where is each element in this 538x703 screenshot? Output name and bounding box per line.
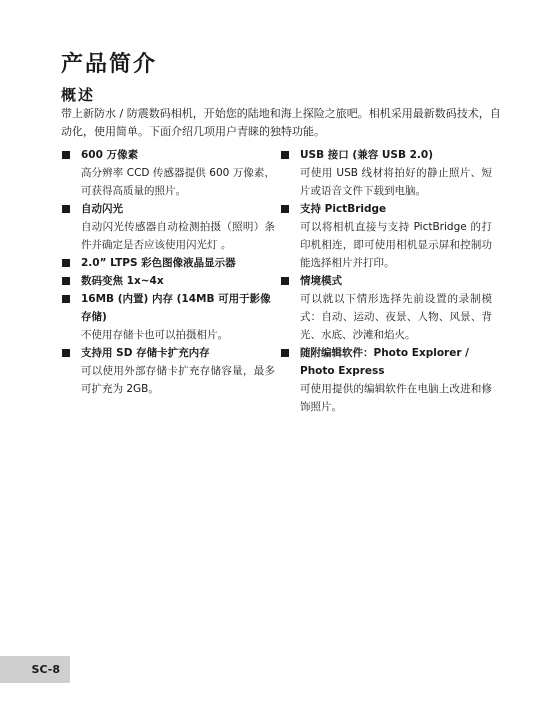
page-number-tab: [0, 656, 70, 683]
feature-description: 可以就以下情形选择先前设置的录制模式：自动、运动、夜景、人物、风景、背光、水底、沙滩和焰火。: [300, 293, 492, 341]
feature-title: 16MB (内置) 内存 (14MB 可用于影像存储): [81, 293, 271, 323]
section-heading: 概述: [61, 86, 96, 104]
feature-title: 自动闪光: [81, 203, 123, 215]
square-bullet-icon: [62, 151, 70, 159]
feature-title: 600 万像素: [81, 149, 139, 161]
feature-description: 可使用 USB 线材将拍好的静止照片、短片或语音文件下载到电脑。: [300, 167, 492, 197]
feature-title: 2.0” LTPS 彩色图像液晶显示器: [81, 257, 236, 269]
feature-title: USB 接口 (兼容 USB 2.0): [300, 149, 434, 161]
feature-item: [280, 146, 492, 200]
square-bullet-icon: [62, 277, 70, 285]
feature-item: [61, 254, 275, 272]
square-bullet-icon: [281, 277, 289, 285]
intro-paragraph: 带上新防水 / 防震数码相机，开始您的陆地和海上探险之旅吧。相机采用最新数码技术，自动化，使用简单。下面介绍几项用户青睐的独特功能。: [61, 107, 501, 138]
right-feature-column: [280, 146, 492, 416]
square-bullet-icon: [281, 151, 289, 159]
feature-description: 不使用存储卡也可以拍摄相片。: [81, 329, 228, 341]
square-bullet-icon: [62, 295, 70, 303]
feature-description: 高分辨率 CCD 传感器提供 600 万像素，可获得高质量的照片。: [81, 167, 275, 197]
left-feature-column: [61, 146, 275, 398]
feature-item: [280, 200, 492, 272]
feature-title: 支持用 SD 存储卡扩充内存: [81, 347, 210, 359]
feature-item: [61, 272, 275, 290]
feature-description: 自动闪光传感器自动检测拍摄（照明）条件并确定是否应该使用闪光灯 。: [81, 221, 275, 251]
feature-description: 可使用提供的编辑软件在电脑上改进和修饰照片。: [300, 383, 492, 413]
feature-item: [280, 272, 492, 344]
feature-title: 随附编辑软件：Photo Explorer / Photo Express: [300, 347, 470, 377]
square-bullet-icon: [281, 205, 289, 213]
feature-title: 支持 PictBridge: [300, 203, 387, 215]
feature-item: [61, 290, 275, 344]
feature-title: 情境模式: [300, 275, 342, 287]
feature-item: [61, 344, 275, 398]
feature-description: 可以使用外部存储卡扩充存储容量，最多可扩充为 2GB。: [81, 365, 275, 395]
feature-description: 可以将相机直接与支持 PictBridge 的打印机相连，即可使用相机显示屏和控制功能选择相片并打印。: [300, 221, 492, 269]
feature-item: [61, 200, 275, 254]
square-bullet-icon: [281, 349, 289, 357]
square-bullet-icon: [62, 205, 70, 213]
page-title: 产品简介: [61, 52, 158, 77]
page-number: SC-8: [31, 663, 60, 676]
feature-title: 数码变焦 1x~4x: [81, 275, 164, 287]
feature-item: [280, 344, 492, 416]
square-bullet-icon: [62, 349, 70, 357]
feature-item: [61, 146, 275, 200]
square-bullet-icon: [62, 259, 70, 267]
